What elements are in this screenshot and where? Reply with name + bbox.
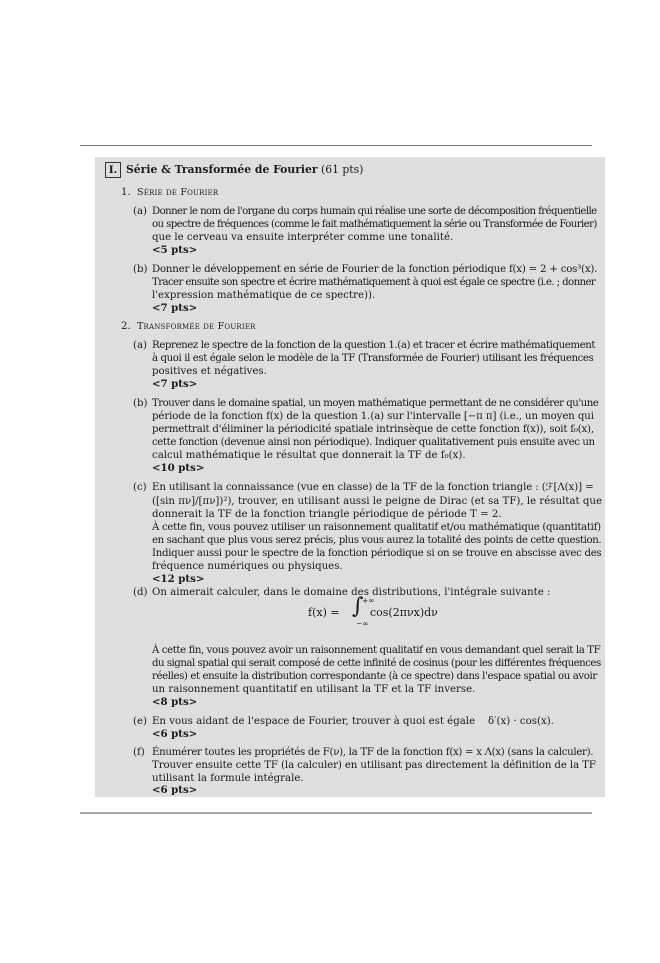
- bottom-rule: [80, 812, 592, 814]
- question-text-line: que le cerveau va ensuite interpréter comme une tonalité.: [152, 232, 454, 243]
- question-points: <5 pts>: [152, 244, 198, 256]
- question-text-line: Indiquer aussi pour le spectre de la fonction périodique si on se trouve en abscisse avec des: [152, 548, 602, 559]
- question-label: (c): [133, 482, 147, 493]
- top-rule: [80, 145, 592, 146]
- integral-upper-bound: +∞: [362, 596, 375, 605]
- question-label: (b): [133, 398, 148, 409]
- question-text-line: donnerait la TF de la fonction triangle périodique de période T = 2.: [152, 509, 502, 520]
- section-title-line: [126, 163, 363, 176]
- question-points: <6 pts>: [152, 784, 198, 796]
- question-text-line: cette fonction (devenue ainsi non périodique). Indiquer qualitativement puis ensuite avec un: [152, 437, 595, 448]
- question-text-line: À cette fin, vous pouvez avoir un raisonnement qualitatif en vous demandant quel serait la TF: [152, 645, 601, 656]
- part-title: Transformée de Fourier: [137, 321, 256, 332]
- question-text-line: fréquence numériques ou physiques.: [152, 561, 343, 572]
- question-points: <6 pts>: [152, 728, 198, 740]
- question-label: (a): [133, 206, 148, 217]
- question-points: <7 pts>: [152, 378, 198, 390]
- question-text-line: Trouver dans le domaine spatial, un moyen mathématique permettant de ne considérer qu'une: [152, 398, 599, 409]
- question-text-line: en sachant que plus vous serez précis, plus vous aurez la totalité des points de cette question.: [152, 535, 602, 546]
- integral-sign: ∫: [352, 594, 364, 619]
- formula-lhs: f(x) =: [308, 606, 340, 619]
- question-label: (a): [133, 340, 148, 351]
- question-label: (b): [133, 264, 148, 275]
- section-points: (61 pts): [321, 163, 364, 176]
- question-label: (f): [133, 747, 145, 758]
- question-text-line: un raisonnement quantitatif en utilisant la TF et la TF inverse.: [152, 684, 476, 695]
- question-points: <7 pts>: [152, 302, 198, 314]
- integral-lower-bound: −∞: [356, 619, 369, 628]
- formula-integrand: cos(2πνx)dν: [370, 606, 438, 619]
- question-points: <8 pts>: [152, 696, 198, 708]
- section-title: Série & Transformée de Fourier: [126, 163, 318, 176]
- question-label: (e): [133, 716, 147, 727]
- section-number-box: I.: [105, 162, 121, 178]
- question-text-line: ([sin πν]/[πν])²), trouver, en utilisant aussi le peigne de Dirac (et sa TF), le résultat que: [152, 496, 602, 507]
- part-number: 1.: [121, 187, 131, 198]
- question-text-line: Donner le nom de l'organe du corps humain qui réalise une sorte de décomposition fréquentielle: [152, 206, 597, 217]
- question-text-line: du signal spatial qui serait composé de cette infinité de cosinus (pour les différentes fréquences: [152, 658, 601, 669]
- question-text-line: Tracer ensuite son spectre et écrire mathématiquement à quoi est égale ce spectre (i.e. ; donner: [152, 277, 596, 288]
- question-text-line: En vous aidant de l'espace de Fourier, trouver à quoi est égale δ′(x) · cos(x).: [152, 716, 554, 727]
- question-text-line: ou spectre de fréquences (comme le fait mathématiquement la série ou Transformée de Fourier): [152, 219, 597, 230]
- question-text-line: Trouver ensuite cette TF (la calculer) en utilisant pas directement la définition de la TF: [152, 760, 596, 771]
- question-text-line: Donner le développement en série de Fourier de la fonction périodique f(x) = 2 + cos³(x).: [152, 264, 598, 275]
- question-label: (d): [133, 587, 148, 598]
- question-text-line: Énumérer toutes les propriétés de F(ν), la TF de la fonction f(x) = x Λ(x) (sans la calculer).: [152, 747, 594, 758]
- question-text-line: À cette fin, vous pouvez utiliser un raisonnement qualitatif et/ou mathématique (quantitatif): [152, 522, 601, 533]
- question-text-line: positives et négatives.: [152, 366, 267, 377]
- question-points: <10 pts>: [152, 462, 205, 474]
- question-points: <12 pts>: [152, 573, 205, 585]
- question-text-line: On aimerait calculer, dans le domaine des distributions, l'intégrale suivante :: [152, 587, 551, 598]
- question-text-line: Reprenez le spectre de la fonction de la question 1.(a) et tracer et écrire mathématiquement: [152, 340, 596, 351]
- question-text-line: En utilisant la connaissance (vue en classe) de la TF de la fonction triangle : (ℱ[Λ(x)] =: [152, 482, 594, 493]
- part-number: 2.: [121, 321, 131, 332]
- question-text-line: l'expression mathématique de ce spectre)).: [152, 290, 376, 301]
- question-text-line: utilisant la formule intégrale.: [152, 773, 304, 784]
- part-title: Série de Fourier: [137, 187, 219, 198]
- question-text-line: période de la fonction f(x) de la question 1.(a) sur l'intervalle [−π π] (i.e., un moyen qui: [152, 411, 594, 422]
- question-text-line: calcul mathématique le résultat que donnerait la TF de f₀(x).: [152, 450, 466, 461]
- question-text-line: à quoi il est égale selon le modèle de la TF (Transformée de Fourier) utilisant les fréquences: [152, 353, 594, 364]
- question-text-line: réelles) et ensuite la distribution correspondante (à ce spectre) dans l'espace spatial ou avoir: [152, 671, 597, 682]
- question-text-line: permettrait d'éliminer la périodicité spatiale intrinsèque de cette fonction f(x)), soit f₀(x),: [152, 424, 594, 435]
